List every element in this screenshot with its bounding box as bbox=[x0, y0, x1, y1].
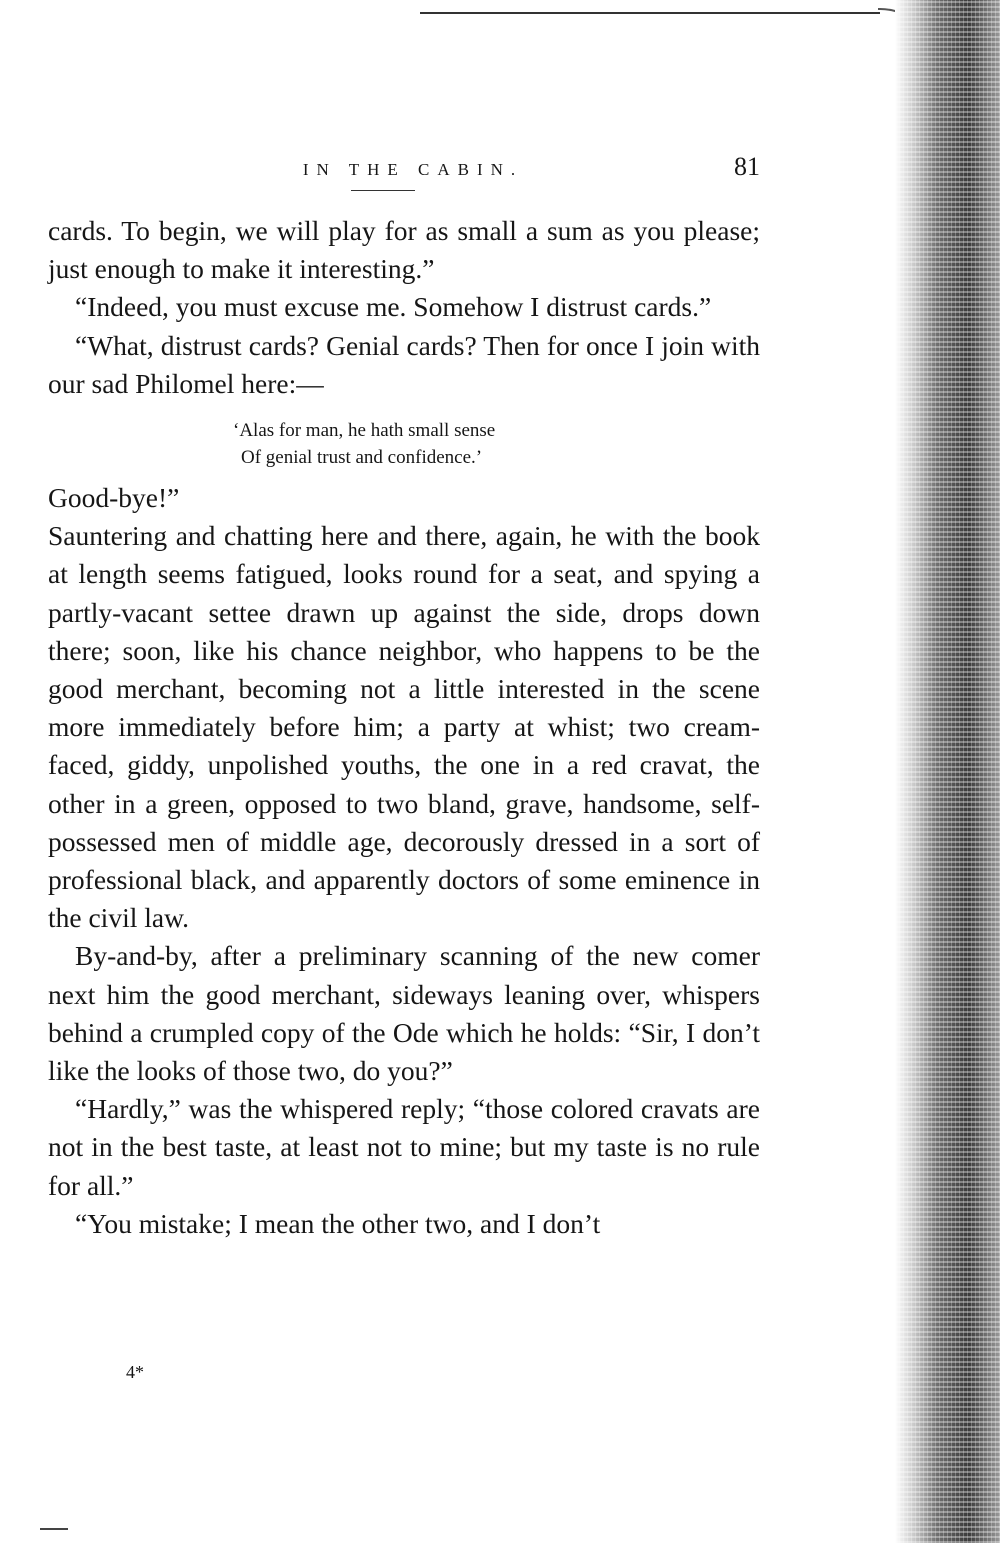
paragraph-7: “You mistake; I mean the other two, and I don’t bbox=[75, 1207, 601, 1239]
paragraph-4: Sauntering and chatting here and there, again, he with the book at length seems fatigued, looks round for a seat, and spying a partly-vacant settee drawn up against the side, drops down there; soon, like his chance neighbor, who happens to be the good merchant, becoming not a little interested in the scene more immediately before him; a party at whist; two cream-faced, giddy, unpolished youths, the one in a red cravat, the other in a green, opposed to two bland, grave, handsome, self-possessed men of middle age, decorously dressed in a sort of professional black, and apparently doctors of some eminence in the civil law. bbox=[48, 520, 760, 934]
paragraph-2: “Indeed, you must excuse me. Somehow I distrust cards.” bbox=[75, 291, 712, 323]
paragraph-3-end: Good-bye!” bbox=[48, 482, 180, 514]
binding-gutter-shadow bbox=[895, 0, 1000, 1543]
verse-quote bbox=[233, 417, 760, 471]
page-header bbox=[48, 152, 760, 192]
signature-mark: 4* bbox=[126, 1362, 144, 1382]
running-head-rule bbox=[351, 190, 415, 191]
paragraph-6: “Hardly,” was the whispered reply; “those colored cravats are not in the best taste, at least not to mine; but my taste is no rule for all.” bbox=[48, 1093, 760, 1201]
bottom-margin-mark bbox=[40, 1528, 68, 1530]
verse-line-1: ‘Alas for man, he hath small sense bbox=[233, 420, 496, 442]
page-top-edge bbox=[420, 12, 880, 14]
page-body bbox=[48, 212, 760, 1243]
page-number: 81 bbox=[734, 152, 760, 181]
paragraph-5: By-and-by, after a preliminary scanning of the new comer next him the good merchant, sideways leaning over, whispers behind a crumpled copy of the Ode which he holds: “Sir, I don’t like the looks of those two, do you?” bbox=[48, 940, 760, 1087]
paragraph-1: cards. To begin, we will play for as small a sum as you please; just enough to make it interesting.” bbox=[48, 215, 760, 285]
paragraph-3: “What, distrust cards? Genial cards? Then for once I join with our sad Philomel here:— bbox=[48, 329, 760, 399]
running-head: IN THE CABIN. bbox=[302, 160, 524, 179]
verse-line-2: Of genial trust and confidence.’ bbox=[241, 447, 483, 469]
